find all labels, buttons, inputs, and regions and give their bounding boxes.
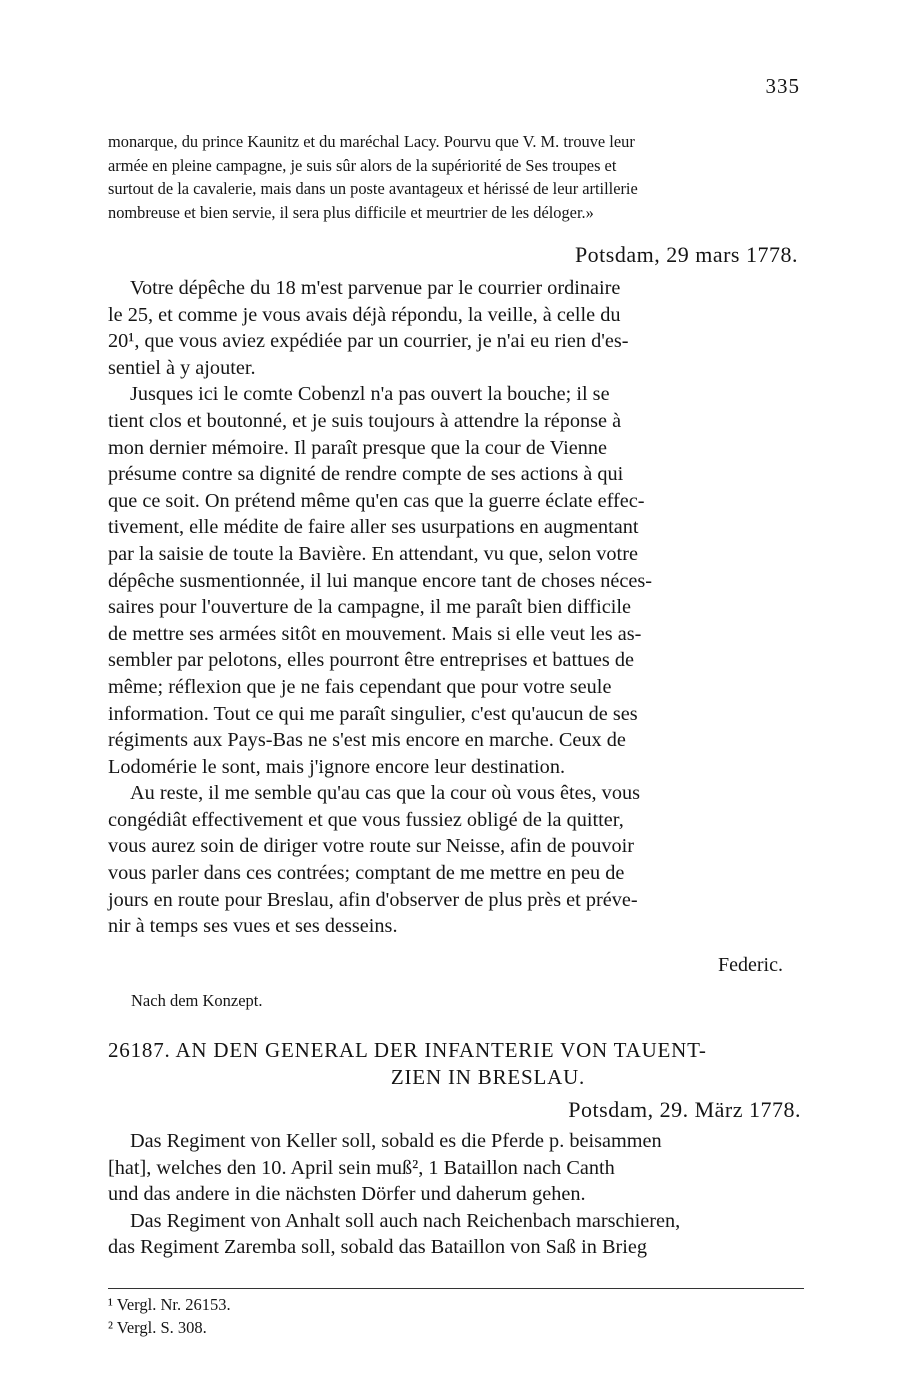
text-line: vous aurez soin de diriger votre route sur Neisse, afin de pouvoir bbox=[108, 835, 635, 858]
source-note: Nach dem Konzept. bbox=[131, 991, 263, 1010]
letter-heading bbox=[108, 1037, 808, 1091]
text-line: und das andere in die nächsten Dörfer und daherum gehen. bbox=[108, 1183, 586, 1206]
heading-line: ZIEN IN BRESLAU. bbox=[390, 1065, 586, 1089]
text-line: Lodomérie le sont, mais j'ignore encore leur destination. bbox=[108, 755, 566, 778]
signature: Federic. bbox=[718, 954, 783, 976]
footnotes bbox=[108, 1293, 231, 1339]
heading-line: 26187. AN DEN GENERAL DER INFANTERIE VON TAUENT- bbox=[108, 1038, 707, 1062]
footnote-divider bbox=[108, 1288, 804, 1289]
text-line: mon dernier mémoire. Il paraît presque que la cour de Vienne bbox=[108, 436, 608, 459]
text-line: nir à temps ses vues et ses desseins. bbox=[108, 915, 398, 938]
quote-line: armée en pleine campagne, je suis sûr alors de la supériorité de Ses troupes et bbox=[108, 155, 617, 175]
text-line: saires pour l'ouverture de la campagne, il me paraît bien difficile bbox=[108, 596, 632, 619]
letter-body bbox=[108, 275, 802, 940]
text-line: sentiel à y ajouter. bbox=[108, 356, 256, 379]
text-line: de mettre ses armées sitôt en mouvement. Mais si elle veut les as- bbox=[108, 622, 642, 645]
letter-body bbox=[108, 1128, 802, 1261]
text-line: tient clos et boutonné, et je suis toujours à attendre la réponse à bbox=[108, 409, 622, 432]
text-line: même; réflexion que je ne fais cependant que pour votre seule bbox=[108, 675, 612, 698]
text-line: das Regiment Zaremba soll, sobald das Bataillon von Saß in Brieg bbox=[108, 1236, 648, 1259]
text-line: sembler par pelotons, elles pourront être entreprises et battues de bbox=[108, 649, 635, 672]
text-line: [hat], welches den 10. April sein muß², 1 Bataillon nach Canth bbox=[108, 1156, 615, 1179]
text-line: jours en route pour Breslau, afin d'observer de plus près et préve- bbox=[108, 888, 638, 911]
quote-line: surtout de la cavalerie, mais dans un poste avantageux et hérissé de leur artillerie bbox=[108, 179, 638, 198]
text-line: le 25, et comme je vous avais déjà répondu, la veille, à celle du bbox=[108, 303, 621, 326]
text-line: Jusques ici le comte Cobenzl n'a pas ouvert la bouche; il se bbox=[130, 383, 610, 406]
letter-dateline: Potsdam, 29 mars 1778. bbox=[574, 242, 798, 267]
text-line: congédiât effectivement et que vous fussiez obligé de la quitter, bbox=[108, 808, 624, 831]
text-line: information. Tout ce qui me paraît singulier, c'est qu'aucun de ses bbox=[108, 702, 638, 725]
footnote: ¹ Vergl. Nr. 26153. bbox=[108, 1295, 231, 1314]
quote-line: monarque, du prince Kaunitz et du maréchal Lacy. Pourvu que V. M. trouve leur bbox=[108, 132, 635, 151]
text-line: vous parler dans ces contrées; comptant de me mettre en peu de bbox=[108, 862, 625, 885]
footnote: ² Vergl. S. 308. bbox=[108, 1318, 207, 1337]
quote-line: nombreuse et bien servie, il sera plus difficile et meurtrier de les déloger.» bbox=[108, 202, 594, 222]
text-line: Votre dépêche du 18 m'est parvenue par le courrier ordinaire bbox=[130, 277, 621, 299]
letter-dateline: Potsdam, 29. März 1778. bbox=[568, 1097, 801, 1122]
text-line: régiments aux Pays-Bas ne s'est mis encore en marche. Ceux de bbox=[108, 729, 626, 752]
text-line: présume contre sa dignité de rendre compte de ses actions à qui bbox=[108, 463, 624, 486]
text-line: Das Regiment von Keller soll, sobald es die Pferde p. beisammen bbox=[130, 1130, 662, 1152]
text-line: Au reste, il me semble qu'au cas que la cour où vous êtes, vous bbox=[130, 782, 640, 805]
text-line: dépêche susmentionnée, il lui manque encore tant de choses néces- bbox=[108, 569, 653, 592]
text-line: tivement, elle médite de faire aller ses usurpations en augmentant bbox=[108, 516, 639, 539]
page-number: 335 bbox=[765, 74, 800, 98]
text-line: Das Regiment von Anhalt soll auch nach Reichenbach marschieren, bbox=[130, 1209, 681, 1232]
text-line: que ce soit. On prétend même qu'en cas que la guerre éclate effec- bbox=[108, 489, 645, 512]
text-line: par la saisie de toute la Bavière. En attendant, vu que, selon votre bbox=[108, 542, 638, 565]
quoted-passage bbox=[108, 130, 800, 224]
text-line: 20¹, que vous aviez expédiée par un courrier, je n'ai eu rien d'es- bbox=[108, 330, 629, 353]
